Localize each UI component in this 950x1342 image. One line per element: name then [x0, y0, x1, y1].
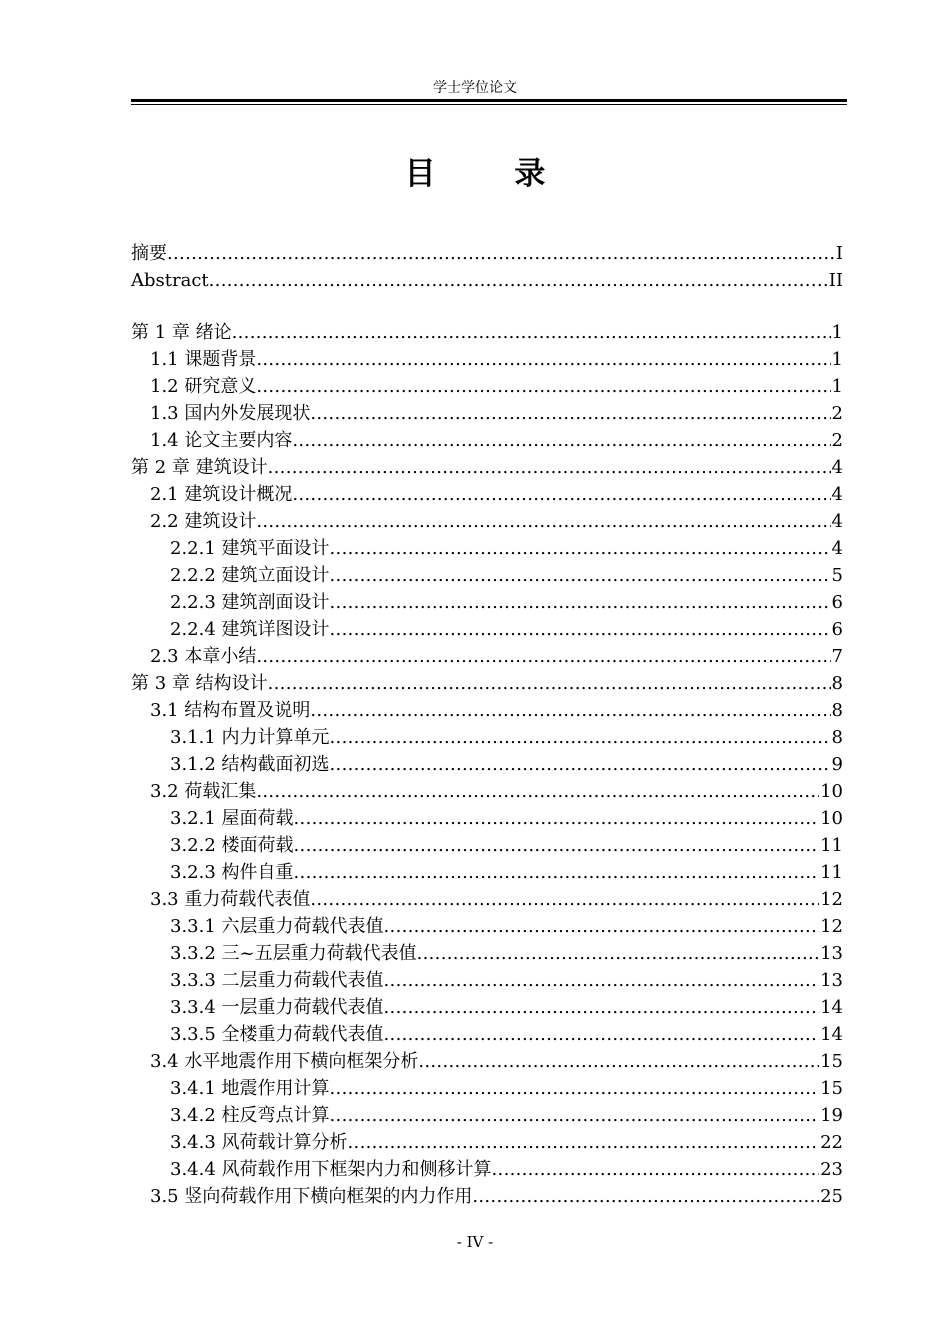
toc-leader-dots: [268, 670, 831, 697]
toc-leader-dots: [472, 1183, 819, 1210]
toc-entry-label: Abstract: [131, 270, 209, 291]
table-of-contents: [131, 240, 843, 1210]
toc-entry-page: 4: [831, 511, 843, 532]
toc-entry-page: 4: [831, 457, 843, 478]
toc-entry[interactable]: [131, 346, 843, 373]
toc-entry[interactable]: [131, 616, 843, 643]
toc-entry-page: 1: [831, 376, 843, 397]
toc-entry-page: II: [828, 270, 843, 291]
toc-entry[interactable]: [131, 589, 843, 616]
toc-entry[interactable]: [131, 319, 843, 346]
toc-entry[interactable]: [131, 859, 843, 886]
toc-leader-dots: [209, 267, 828, 294]
toc-entry[interactable]: [131, 697, 843, 724]
toc-entry-label: 3.2.1 屋面荷载: [170, 808, 294, 829]
toc-entry[interactable]: [131, 1048, 843, 1075]
toc-entry-page: 23: [820, 1159, 843, 1180]
toc-entry-page: 12: [820, 916, 843, 937]
toc-entry[interactable]: [131, 778, 843, 805]
toc-entry-label: 3.3.5 全楼重力荷载代表值: [170, 1024, 384, 1045]
toc-entry[interactable]: [131, 724, 843, 751]
toc-entry[interactable]: [131, 1021, 843, 1048]
toc-leader-dots: [418, 1048, 819, 1075]
toc-leader-dots: [292, 427, 830, 454]
toc-entry-page: 9: [831, 754, 843, 775]
toc-entry[interactable]: [131, 481, 843, 508]
toc-entry[interactable]: [131, 427, 843, 454]
toc-entry-label: 1.3 国内外发展现状: [150, 403, 311, 424]
toc-entry-label: 3.4.3 风荷载计算分析: [170, 1132, 348, 1153]
toc-entry-label: 1.2 研究意义: [150, 376, 257, 397]
toc-leader-dots: [330, 589, 831, 616]
toc-entry[interactable]: [131, 805, 843, 832]
toc-entry[interactable]: [131, 267, 843, 294]
toc-entry-label: 3.4.1 地震作用计算: [170, 1078, 330, 1099]
toc-leader-dots: [348, 1129, 820, 1156]
toc-entry-label: 3.3.2 三~五层重力荷载代表值: [170, 943, 417, 964]
toc-leader-dots: [310, 886, 819, 913]
toc-entry-label: 3.2.2 楼面荷载: [170, 835, 294, 856]
toc-leader-dots: [384, 1021, 820, 1048]
toc-entry-page: 1: [831, 322, 843, 343]
toc-entry-label: 3.3.3 二层重力荷载代表值: [170, 970, 384, 991]
toc-entry-label: 3.3.4 一层重力荷载代表值: [170, 997, 384, 1018]
running-header: 学士学位论文: [433, 80, 517, 96]
toc-entry-label: 摘要: [131, 243, 167, 264]
toc-entry-label: 3.1.2 结构截面初选: [170, 754, 330, 775]
toc-entry-label: 3.4.4 风荷载作用下框架内力和侧移计算: [170, 1159, 492, 1180]
toc-entry-label: 2.2.4 建筑详图设计: [170, 619, 330, 640]
toc-entry-page: I: [835, 243, 843, 264]
toc-entry[interactable]: [131, 967, 843, 994]
toc-entry-label: 3.2 荷载汇集: [150, 781, 257, 802]
toc-entry-page: 2: [831, 430, 843, 451]
toc-entry-label: 2.2.1 建筑平面设计: [170, 538, 330, 559]
toc-entry-page: 1: [831, 349, 843, 370]
toc-entry-page: 6: [831, 619, 843, 640]
toc-entry-label: 3.3.1 六层重力荷载代表值: [170, 916, 384, 937]
toc-entry-page: 5: [831, 565, 843, 586]
toc-entry[interactable]: [131, 940, 843, 967]
toc-entry[interactable]: [131, 670, 843, 697]
page-number: - IV -: [456, 1233, 494, 1251]
toc-leader-dots: [330, 535, 831, 562]
header-rule-thin: [131, 104, 847, 105]
toc-leader-dots: [417, 940, 819, 967]
toc-entry-label: 2.1 建筑设计概况: [150, 484, 293, 505]
toc-entry-page: 11: [820, 835, 843, 856]
toc-leader-dots: [330, 562, 831, 589]
toc-leader-dots: [294, 805, 820, 832]
toc-leader-dots: [268, 454, 831, 481]
toc-entry-page: 8: [831, 673, 843, 694]
toc-leader-dots: [310, 697, 830, 724]
toc-leader-dots: [294, 832, 820, 859]
toc-entry-page: 12: [820, 889, 843, 910]
toc-entry-label: 2.3 本章小结: [150, 646, 257, 667]
toc-entry[interactable]: [131, 240, 843, 267]
toc-entry-page: 11: [820, 862, 843, 883]
toc-entry-page: 10: [820, 808, 843, 829]
toc-leader-dots: [232, 319, 831, 346]
toc-entry-page: 14: [820, 997, 843, 1018]
toc-entry[interactable]: [131, 535, 843, 562]
header-rule-thick: [131, 99, 847, 102]
toc-leader-dots: [256, 643, 830, 670]
toc-entry-label: 3.1 结构布置及说明: [150, 700, 311, 721]
toc-entry-label: 2.2 建筑设计: [150, 511, 257, 532]
toc-entry-label: 3.5 竖向荷载作用下横向框架的内力作用: [150, 1186, 473, 1207]
toc-entry-page: 8: [831, 700, 843, 721]
toc-entry-label: 3.1.1 内力计算单元: [170, 727, 330, 748]
toc-entry[interactable]: [131, 913, 843, 940]
toc-leader-dots: [310, 400, 830, 427]
toc-entry[interactable]: [131, 562, 843, 589]
toc-leader-dots: [292, 481, 830, 508]
toc-entry-page: 4: [831, 538, 843, 559]
toc-entry-label: 第 2 章 建筑设计: [131, 457, 268, 478]
toc-leader-dots: [256, 346, 830, 373]
toc-leader-dots: [492, 1156, 820, 1183]
toc-entry-page: 7: [831, 646, 843, 667]
toc-entry[interactable]: [131, 400, 843, 427]
toc-entry-page: 14: [820, 1024, 843, 1045]
toc-entry-page: 2: [831, 403, 843, 424]
toc-entry-page: 6: [831, 592, 843, 613]
toc-leader-dots: [294, 859, 820, 886]
toc-leader-dots: [330, 616, 831, 643]
toc-entry-page: 13: [820, 943, 843, 964]
toc-leader-dots: [256, 778, 819, 805]
toc-leader-dots: [384, 994, 820, 1021]
toc-entry[interactable]: [131, 751, 843, 778]
toc-entry-label: 第 3 章 结构设计: [131, 673, 268, 694]
toc-entry-label: 1.1 课题背景: [150, 349, 257, 370]
toc-leader-dots: [384, 913, 820, 940]
toc-leader-dots: [384, 967, 820, 994]
toc-leader-dots: [256, 373, 830, 400]
toc-entry-page: 8: [831, 727, 843, 748]
toc-entry-label: 第 1 章 绪论: [131, 322, 232, 343]
toc-entry[interactable]: [131, 454, 843, 481]
toc-entry-page: 25: [820, 1186, 843, 1207]
toc-entry-label: 3.3 重力荷载代表值: [150, 889, 311, 910]
toc-entry-page: 15: [820, 1078, 843, 1099]
toc-entry-label: 3.4 水平地震作用下横向框架分析: [150, 1051, 419, 1072]
toc-entry[interactable]: [131, 994, 843, 1021]
toc-entry[interactable]: [131, 1183, 843, 1210]
toc-entry-label: 3.4.2 柱反弯点计算: [170, 1105, 330, 1126]
toc-entry[interactable]: [131, 1156, 843, 1183]
toc-leader-dots: [167, 240, 835, 267]
toc-entry[interactable]: [131, 886, 843, 913]
toc-entry-page: 19: [820, 1105, 843, 1126]
toc-entry[interactable]: [131, 1129, 843, 1156]
toc-entry[interactable]: [131, 1075, 843, 1102]
toc-entry[interactable]: [131, 643, 843, 670]
toc-entry-label: 2.2.2 建筑立面设计: [170, 565, 330, 586]
toc-entry-page: 15: [820, 1051, 843, 1072]
toc-entry[interactable]: [131, 1102, 843, 1129]
toc-leader-dots: [256, 508, 830, 535]
toc-entry-page: 4: [831, 484, 843, 505]
toc-leader-dots: [330, 1075, 820, 1102]
toc-entry[interactable]: [131, 508, 843, 535]
toc-entry-page: 10: [820, 781, 843, 802]
toc-entry-label: 2.2.3 建筑剖面设计: [170, 592, 330, 613]
toc-leader-dots: [330, 1102, 820, 1129]
toc-leader-dots: [330, 724, 831, 751]
toc-title: 目 录: [404, 156, 580, 192]
toc-entry[interactable]: [131, 832, 843, 859]
toc-leader-dots: [330, 751, 831, 778]
toc-entry-label: 3.2.3 构件自重: [170, 862, 294, 883]
toc-entry-page: 22: [820, 1132, 843, 1153]
toc-entry[interactable]: [131, 373, 843, 400]
toc-entry-label: 1.4 论文主要内容: [150, 430, 293, 451]
toc-entry-page: 13: [820, 970, 843, 991]
